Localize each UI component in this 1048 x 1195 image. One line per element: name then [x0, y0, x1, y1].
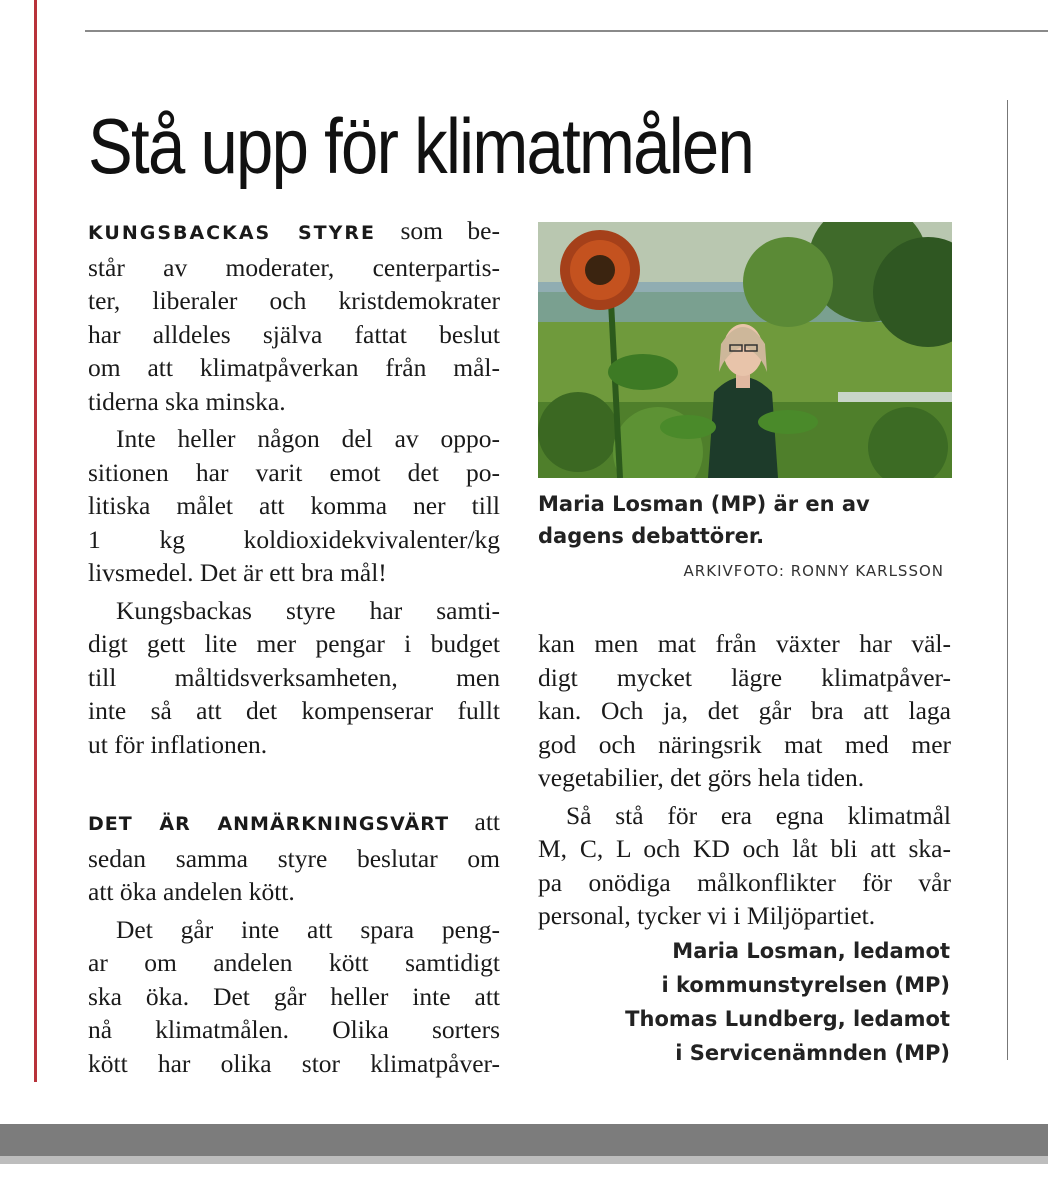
signature-line: Maria Losman, ledamot	[672, 939, 950, 963]
paragraph-1	[88, 214, 500, 418]
text-line: sedan samma styre beslutar om	[88, 843, 500, 873]
paragraph-5	[88, 913, 500, 1081]
paragraph-6	[538, 627, 951, 795]
article-photo	[538, 222, 952, 478]
text-line: ska öka. Det går heller inte att	[88, 981, 500, 1011]
red-margin-rule	[34, 0, 37, 1082]
text-line: att öka andelen kött.	[88, 877, 295, 906]
paragraph-2	[88, 422, 500, 590]
text-line: nå klimatmålen. Olika sorters	[88, 1015, 500, 1044]
text-line: står av moderater, centerpartis-	[88, 252, 500, 282]
photo-caption	[538, 488, 958, 552]
photo-illustration	[538, 222, 952, 478]
signature-line: i kommunstyrelsen (MP)	[661, 973, 950, 997]
caption-line: dagens debattörer.	[538, 524, 765, 548]
text-line: personal, tycker vi i Miljöpartiet.	[538, 901, 876, 930]
text-line: har alldeles själva fattat beslut	[88, 319, 500, 349]
text-line: Så stå för era egna klimatmål	[566, 800, 951, 830]
text-line: vegetabilier, det görs hela tiden.	[538, 763, 865, 792]
paragraph-4	[88, 805, 500, 909]
text-line: Kungsbackas styre har samti-	[116, 595, 500, 625]
text-line: ar om andelen kött samtidigt	[88, 948, 500, 977]
text-line: kan men mat från växter har väl-	[538, 629, 951, 658]
signature-line: Thomas Lundberg, ledamot	[625, 1007, 950, 1031]
text-line: pa onödiga målkonflikter för vår	[538, 867, 951, 897]
text-line: tiderna ska minska.	[88, 386, 286, 416]
column-divider	[1007, 100, 1008, 1060]
text-line: litiska målet att komma ner till	[88, 491, 500, 520]
text-line: digt mycket lägre klimatpåver-	[538, 662, 951, 692]
text-line: kan. Och ja, det går bra att laga	[538, 696, 951, 725]
text-line: 1 kg koldioxidekvivalenter/kg	[88, 524, 500, 554]
caption-line: Maria Losman (MP) är en av	[538, 492, 870, 516]
text-line: Det går inte att spara peng-	[116, 914, 500, 944]
photo-credit: ARKIVFOTO: RONNY KARLSSON	[683, 562, 944, 580]
bottom-strip	[0, 1156, 1048, 1164]
paragraph-7	[538, 799, 951, 933]
top-divider	[85, 30, 1048, 32]
text-line: digt gett lite mer pengar i budget	[88, 629, 500, 658]
text-line: inte så att det kompenserar fullt	[88, 696, 500, 725]
text-line: kött har olika stor klimatpåver-	[88, 1048, 500, 1078]
text-line: god och näringsrik mat med mer	[538, 729, 951, 759]
text-line: om att klimatpåverkan från mål-	[88, 353, 500, 382]
paragraph-3	[88, 594, 500, 762]
signature-line: i Servicenämnden (MP)	[675, 1041, 950, 1065]
text-line: livsmedel. Det är ett bra mål!	[88, 558, 387, 587]
text-line: KUNGSBACKAS STYRE som be-	[88, 216, 500, 245]
lead-in: DET ÄR ANMÄRKNINGSVÄRT	[88, 813, 450, 835]
headline: Stå upp för klimatmålen	[88, 102, 754, 190]
bottom-bar	[0, 1124, 1048, 1156]
text-line: Inte heller någon del av oppo-	[116, 424, 500, 453]
lead-in: KUNGSBACKAS STYRE	[88, 222, 376, 244]
text-line: ter, liberaler och kristdemokrater	[88, 286, 500, 315]
signature-block	[538, 934, 950, 1070]
article-column-left	[88, 214, 500, 1080]
text-line: M, C, L och KD och låt bli att ska-	[538, 834, 951, 863]
text-line: ut för inflationen.	[88, 729, 268, 759]
article-column-right	[538, 627, 951, 933]
text-line: DET ÄR ANMÄRKNINGSVÄRT att	[88, 807, 500, 836]
text-line: till måltidsverksamheten, men	[88, 662, 500, 692]
text-line: sitionen har varit emot det po-	[88, 457, 500, 487]
